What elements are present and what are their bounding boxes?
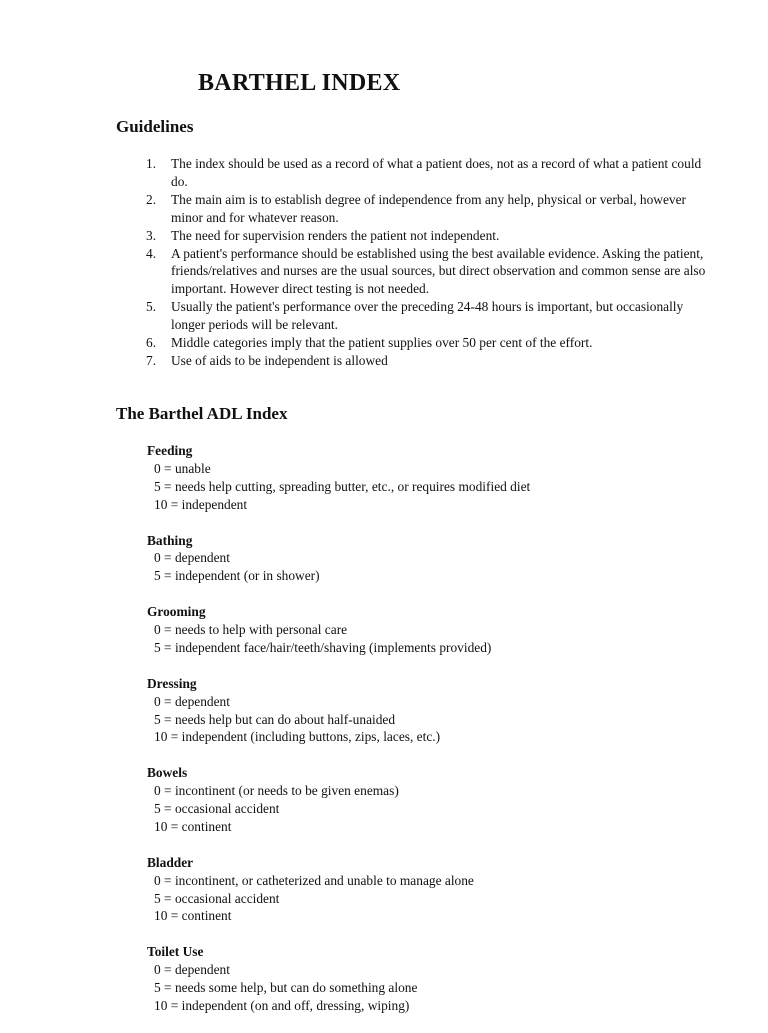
- adl-option: 5 = needs some help, but can do something alone: [154, 980, 418, 996]
- guideline-text: Middle categories imply that the patient supplies over 50 per cent of the effort.: [171, 335, 593, 351]
- guideline-number: 6.: [146, 335, 157, 351]
- guideline-item: [146, 298, 706, 334]
- adl-item-bowels: [147, 764, 707, 836]
- adl-items: [147, 442, 707, 1033]
- adl-item-toilet-use: [147, 943, 707, 1015]
- adl-item-feeding: [147, 442, 707, 514]
- guideline-number: 4.: [146, 245, 157, 261]
- adl-option: 10 = independent: [154, 496, 248, 512]
- adl-option: 0 = incontinent (or needs to be given enemas): [154, 783, 399, 799]
- guideline-number: 3.: [146, 227, 157, 243]
- guideline-item: [146, 227, 706, 245]
- adl-option: 5 = needs help cutting, spreading butter, etc., or requires modified diet: [154, 478, 531, 494]
- adl-option: 0 = dependent: [154, 693, 230, 709]
- adl-option: 10 = continent: [154, 818, 232, 834]
- adl-option: 10 = independent (on and off, dressing, wiping): [154, 998, 410, 1013]
- adl-option: 0 = unable: [154, 460, 211, 476]
- guideline-number: 5.: [146, 299, 157, 315]
- adl-option: 10 = independent (including buttons, zips, laces, etc.): [154, 729, 441, 745]
- guideline-number: 1.: [146, 156, 157, 171]
- guideline-item: [146, 155, 706, 191]
- guideline-text: The main aim is to establish degree of independence from any help, physical or verbal, however minor and for whatever reason.: [171, 191, 686, 225]
- guideline-item: [146, 334, 706, 352]
- adl-option: 5 = needs help but can do about half-unaided: [154, 711, 396, 727]
- adl-item-grooming: [147, 603, 707, 657]
- adl-item-name: Toilet Use: [147, 944, 204, 960]
- guidelines-list: [146, 155, 706, 370]
- adl-option: 10 = continent: [154, 908, 232, 924]
- guideline-text: The need for supervision renders the patient not independent.: [171, 227, 500, 243]
- adl-item-dressing: [147, 675, 707, 747]
- guideline-item: [146, 191, 706, 227]
- guideline-text: A patient's performance should be established using the best available evidence. Asking the patient, friends/relatives and nurses are the usual sources, but direct observation and common sense are also important. However direct testing is not needed.: [171, 245, 706, 297]
- guideline-text: Usually the patient's performance over the preceding 24-48 hours is important, but occasionally longer periods will be relevant.: [171, 299, 684, 333]
- adl-item-bladder: [147, 854, 707, 926]
- adl-item-bathing: [147, 532, 707, 586]
- adl-item-name: Grooming: [147, 604, 206, 620]
- adl-item-name: Bathing: [147, 532, 193, 548]
- adl-item-name: Bowels: [147, 765, 188, 781]
- adl-option: 5 = independent (or in shower): [154, 568, 320, 584]
- guidelines-heading: Guidelines: [116, 117, 194, 136]
- guideline-item: [146, 245, 706, 299]
- guideline-number: 7.: [146, 352, 157, 368]
- adl-option: 0 = dependent: [154, 962, 230, 978]
- adl-index-heading: The Barthel ADL Index: [116, 404, 288, 423]
- guideline-number: 2.: [146, 191, 157, 207]
- adl-option: 0 = needs to help with personal care: [154, 622, 348, 638]
- adl-item-name: Feeding: [147, 443, 193, 458]
- adl-option: 0 = incontinent, or catheterized and unable to manage alone: [154, 872, 474, 888]
- guideline-text: The index should be used as a record of what a patient does, not as a record of what a patient could do.: [171, 156, 702, 189]
- adl-option: 5 = occasional accident: [154, 801, 280, 817]
- adl-option: 5 = occasional accident: [154, 890, 280, 906]
- adl-item-name: Bladder: [147, 854, 194, 870]
- adl-item-name: Dressing: [147, 675, 197, 691]
- guideline-item: [146, 352, 706, 370]
- adl-option: 5 = independent face/hair/teeth/shaving (implements provided): [154, 639, 492, 655]
- guideline-text: Use of aids to be independent is allowed: [171, 352, 388, 368]
- document-title: BARTHEL INDEX: [198, 70, 401, 96]
- adl-option: 0 = dependent: [154, 550, 230, 566]
